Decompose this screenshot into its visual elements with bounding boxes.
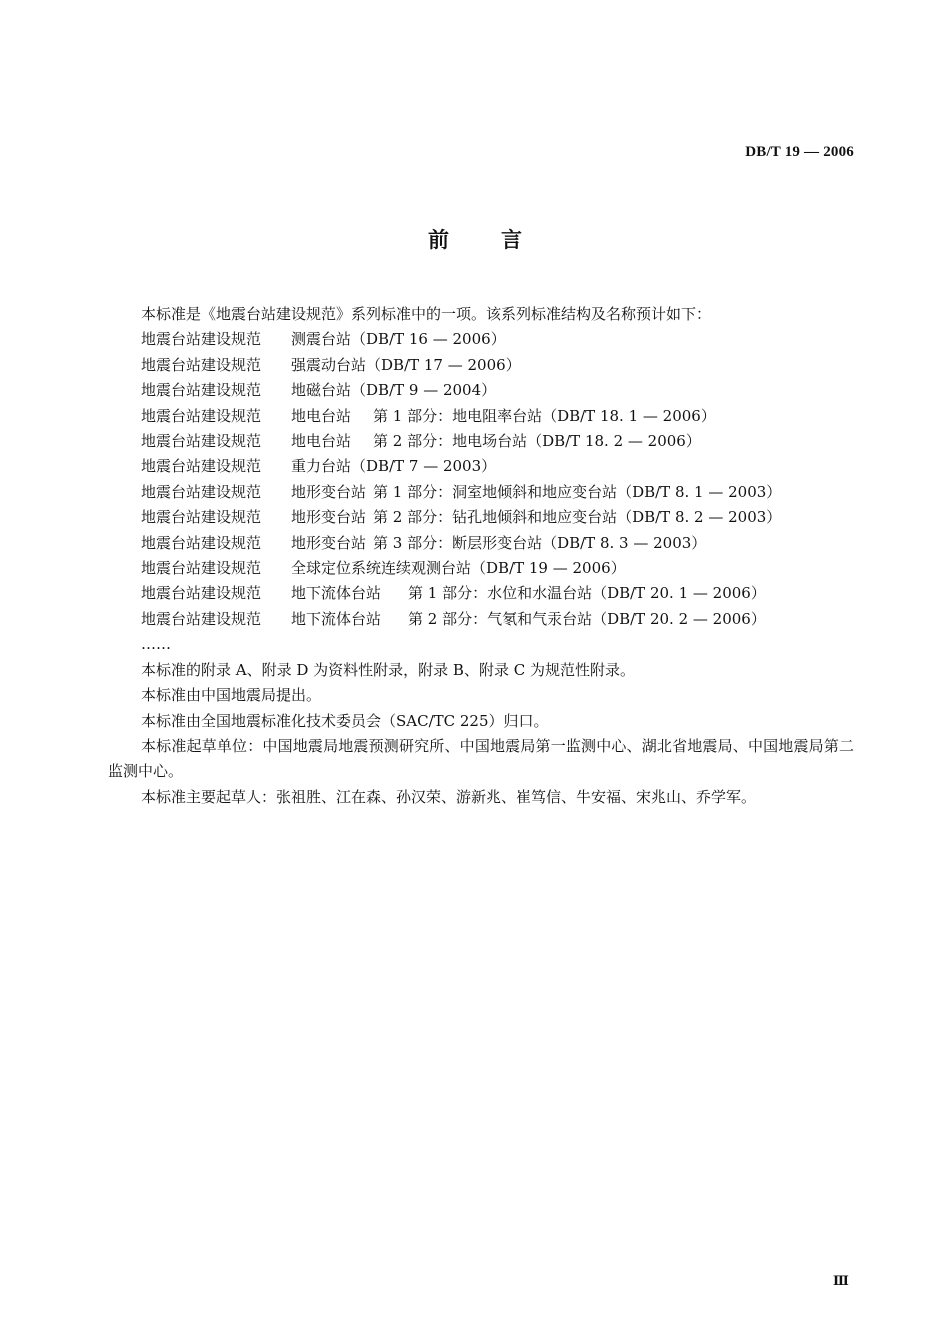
list-item <box>108 404 854 429</box>
series-list <box>108 327 854 657</box>
list-item <box>108 353 854 378</box>
station-name: 全球定位系统连续观测台站 <box>291 559 472 578</box>
list-item <box>108 454 854 479</box>
station-name: 测震台站 <box>291 330 352 349</box>
standard-ref: （DB/T 9 — 2004） <box>351 381 497 400</box>
page-number: Ⅲ <box>833 1273 849 1288</box>
series-name: 地震台站建设规范 <box>141 330 262 349</box>
drafting-units: 本标准起草单位：中国地震局地震预测研究所、中国地震局第一监测中心、湖北省地震局、中国地震局第二监测中心。 <box>108 736 854 781</box>
standard-ref: 第 1 部分：水位和水温台站（DB/T 20. 1 — 2006） <box>408 584 766 603</box>
station-name: 地下流体台站 <box>291 609 382 628</box>
list-item <box>108 378 854 403</box>
series-name: 地震台站建设规范 <box>141 482 262 501</box>
standard-ref: 第 1 部分：洞室地倾斜和地应变台站（DB/T 8. 1 — 2003） <box>373 482 782 501</box>
station-name: 重力台站 <box>291 457 352 476</box>
list-item <box>108 429 854 454</box>
station-name: 地形变台站 <box>291 533 367 552</box>
standard-ref: 第 3 部分：断层形变台站（DB/T 8. 3 — 2003） <box>373 533 707 552</box>
series-name: 地震台站建设规范 <box>141 406 262 425</box>
series-name: 地震台站建设规范 <box>141 609 262 628</box>
standard-ref: 第 2 部分：气氡和气汞台站（DB/T 20. 2 — 2006） <box>408 609 766 628</box>
series-name: 地震台站建设规范 <box>141 432 262 451</box>
series-name: 地震台站建设规范 <box>141 559 262 578</box>
intro-paragraph: 本标准是《地震台站建设规范》系列标准中的一项。该系列标准结构及名称预计如下： <box>141 305 712 323</box>
standard-ref: （DB/T 17 — 2006） <box>366 355 521 374</box>
proposer-note: 本标准由中国地震局提出。 <box>141 686 322 705</box>
list-item <box>108 607 854 632</box>
standard-ref: （DB/T 7 — 2003） <box>351 457 497 476</box>
station-name: 地形变台站 <box>291 482 367 501</box>
series-name: 地震台站建设规范 <box>141 457 262 476</box>
station-name: 地形变台站 <box>291 508 367 527</box>
centralized-note: 本标准由全国地震标准化技术委员会（SAC/TC 225）归口。 <box>141 711 549 730</box>
standard-code: DB/T 19 — 2006 <box>745 144 854 160</box>
series-name: 地震台站建设规范 <box>141 584 262 603</box>
series-name: 地震台站建设规范 <box>141 533 262 552</box>
list-item <box>108 480 854 505</box>
standard-ref: （DB/T 16 — 2006） <box>351 330 506 349</box>
foreword-body <box>108 302 854 810</box>
list-item <box>108 327 854 352</box>
station-name: 地电台站 <box>291 406 352 425</box>
drafters: 本标准主要起草人：张祖胜、江在森、孙汉荣、游新兆、崔笃信、牛安福、宋兆山、乔学军。 <box>141 787 757 806</box>
station-name: 地磁台站 <box>291 381 352 400</box>
standard-ref: 第 2 部分：钻孔地倾斜和地应变台站（DB/T 8. 2 — 2003） <box>373 508 782 527</box>
list-item <box>108 531 854 556</box>
list-item <box>108 581 854 606</box>
station-name: 强震动台站 <box>291 355 367 374</box>
appendix-note: 本标准的附录 A、附录 D 为资料性附录，附录 B、附录 C 为规范性附录。 <box>141 660 635 679</box>
standard-ref: 第 2 部分：地电场台站（DB/T 18. 2 — 2006） <box>373 432 701 451</box>
standard-ref: 第 1 部分：地电阻率台站（DB/T 18. 1 — 2006） <box>373 406 716 425</box>
list-ellipsis: …… <box>141 635 171 654</box>
page-title: 前言 <box>428 228 574 252</box>
series-name: 地震台站建设规范 <box>141 508 262 527</box>
standard-ref: （DB/T 19 — 2006） <box>471 559 626 578</box>
station-name: 地电台站 <box>291 432 352 451</box>
station-name: 地下流体台站 <box>291 584 382 603</box>
list-item <box>108 505 854 530</box>
list-item <box>108 556 854 581</box>
series-name: 地震台站建设规范 <box>141 355 262 374</box>
series-name: 地震台站建设规范 <box>141 381 262 400</box>
